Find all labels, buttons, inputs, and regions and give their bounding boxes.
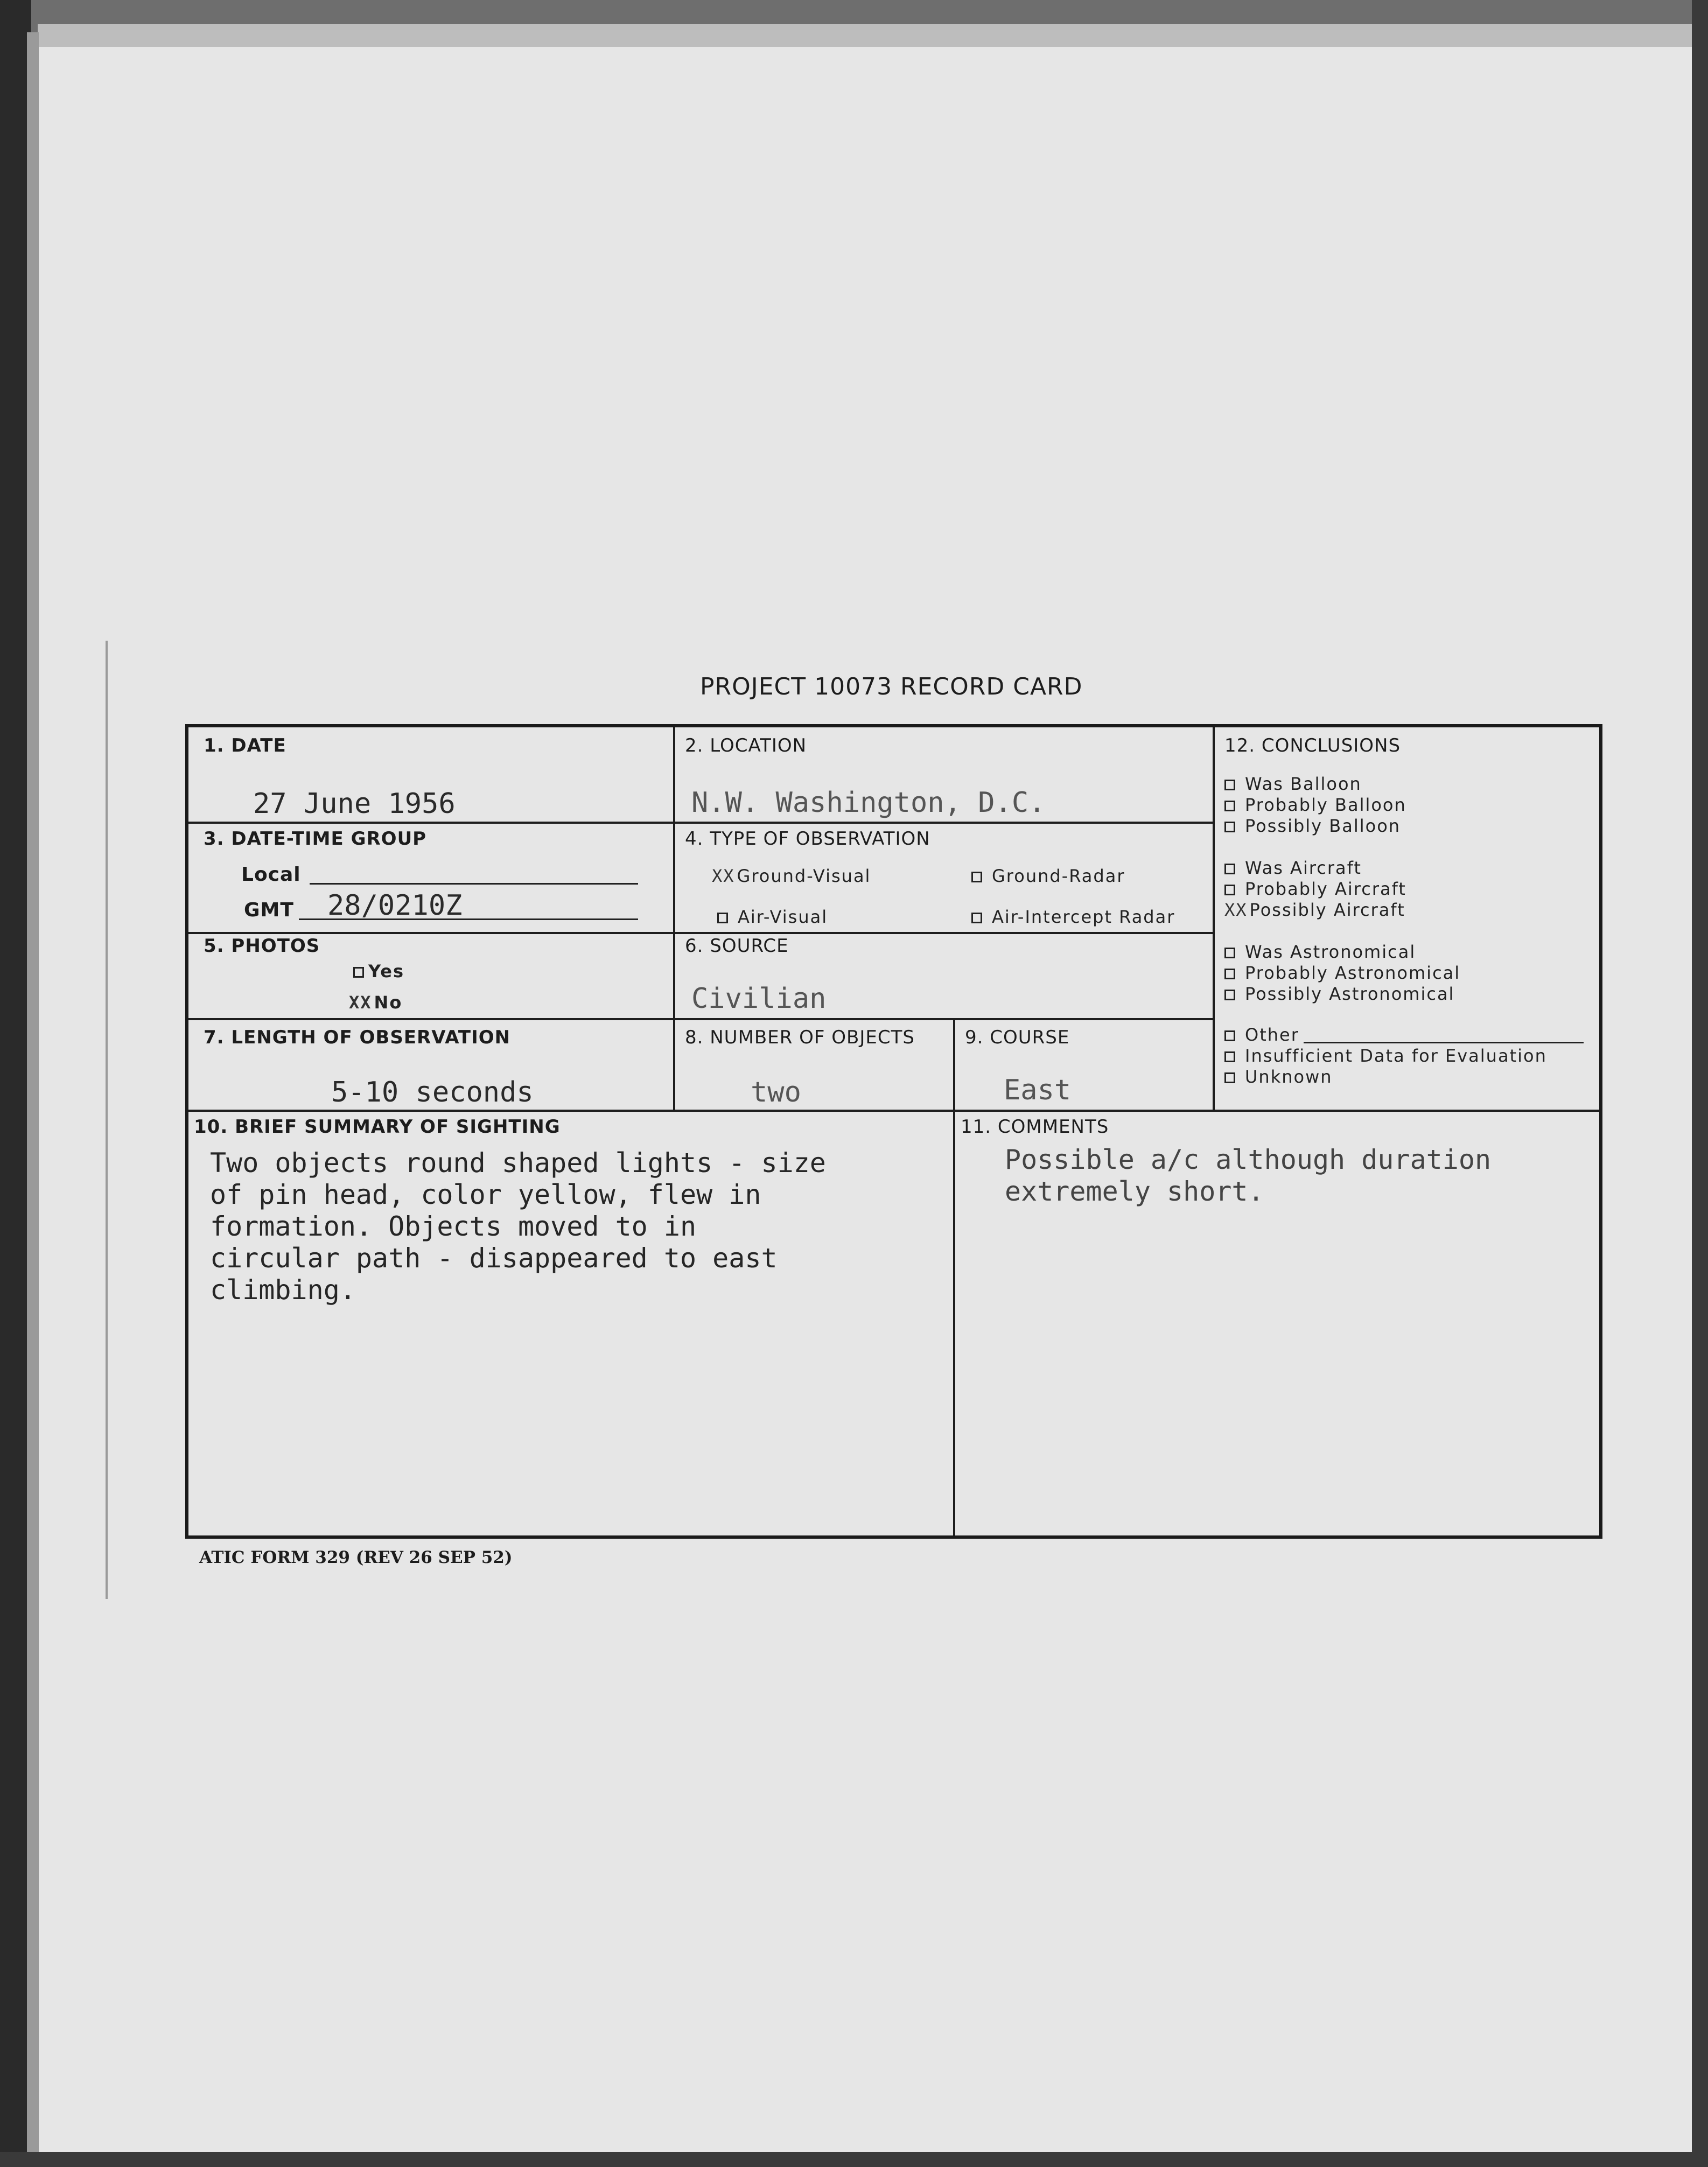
local-label: Local <box>241 864 301 886</box>
possibly-balloon-label: Possibly Balloon <box>1245 816 1401 836</box>
record-card <box>185 724 1602 1539</box>
summary-cell <box>188 1110 953 1535</box>
film-edge-left-inner <box>27 32 39 2159</box>
ground-radar-label: Ground-Radar <box>992 866 1125 886</box>
course-cell <box>953 1018 1213 1110</box>
photos-yes-label: Yes <box>368 961 404 981</box>
was-aircraft-checkbox[interactable] <box>1224 864 1235 874</box>
air-intercept-radar-label: Air-Intercept Radar <box>992 907 1175 927</box>
other-checkbox[interactable] <box>1224 1030 1235 1041</box>
probably-astronomical-checkbox[interactable] <box>1224 969 1235 979</box>
number-of-objects-cell <box>673 1018 953 1110</box>
possibly-astronomical-option[interactable] <box>1224 984 1454 1004</box>
form-footer: ATIC FORM 329 (REV 26 SEP 52) <box>199 1548 513 1567</box>
location-label: 2. LOCATION <box>685 735 807 756</box>
comments-line: Possible a/c although duration <box>1005 1144 1492 1175</box>
was-aircraft-label: Was Aircraft <box>1245 858 1362 878</box>
ground-visual-label: Ground-Visual <box>737 866 871 886</box>
course-label: 9. COURSE <box>965 1027 1070 1048</box>
ground-radar-option[interactable] <box>971 866 1125 886</box>
unknown-checkbox[interactable] <box>1224 1072 1235 1083</box>
scan-line-artifact <box>106 641 108 1599</box>
length-label: 7. LENGTH OF OBSERVATION <box>204 1027 511 1048</box>
photos-no-option[interactable] <box>349 992 402 1013</box>
comments-line: extremely short. <box>1005 1176 1264 1207</box>
was-astronomical-label: Was Astronomical <box>1245 942 1416 962</box>
photos-no-label: No <box>374 992 403 1013</box>
date-value: 27 June 1956 <box>253 788 456 820</box>
photos-yes-option[interactable] <box>353 961 404 981</box>
ground-radar-checkbox[interactable] <box>971 872 982 882</box>
conclusions-cell <box>1213 727 1599 1110</box>
summary-label: 10. BRIEF SUMMARY OF SIGHTING <box>194 1116 561 1138</box>
summary-line: of pin head, color yellow, flew in <box>210 1179 761 1210</box>
was-astronomical-checkbox[interactable] <box>1224 948 1235 958</box>
course-value: East <box>1004 1074 1072 1106</box>
date-label: 1. DATE <box>204 735 286 756</box>
film-edge-right <box>1692 0 1708 2167</box>
date-cell <box>188 727 673 822</box>
comments-cell <box>953 1110 1599 1535</box>
ground-visual-checkmark: XX <box>712 866 735 886</box>
source-value: Civilian <box>691 983 827 1015</box>
probably-balloon-option[interactable] <box>1224 795 1406 815</box>
possibly-aircraft-option[interactable] <box>1224 900 1405 920</box>
location-cell <box>673 727 1213 822</box>
air-visual-label: Air-Visual <box>738 907 828 927</box>
summary-line: circular path - disappeared to east <box>210 1243 778 1274</box>
probably-balloon-label: Probably Balloon <box>1245 795 1406 815</box>
other-option[interactable] <box>1224 1025 1299 1045</box>
film-edge-top-inner <box>38 24 1707 47</box>
possibly-astronomical-checkbox[interactable] <box>1224 990 1235 1000</box>
length-cell <box>188 1018 673 1110</box>
was-balloon-checkbox[interactable] <box>1224 780 1235 790</box>
summary-line: formation. Objects moved to in <box>210 1211 697 1242</box>
was-astronomical-option[interactable] <box>1224 942 1416 962</box>
unknown-label: Unknown <box>1245 1067 1333 1087</box>
gmt-label: GMT <box>244 899 294 921</box>
photos-no-checkmark: XX <box>349 992 372 1013</box>
air-intercept-radar-checkbox[interactable] <box>971 913 982 923</box>
probably-balloon-checkbox[interactable] <box>1224 801 1235 811</box>
observation-type-label: 4. TYPE OF OBSERVATION <box>685 828 930 850</box>
comments-label: 11. COMMENTS <box>961 1116 1109 1138</box>
possibly-balloon-option[interactable] <box>1224 816 1401 836</box>
air-intercept-radar-option[interactable] <box>971 907 1175 927</box>
source-label: 6. SOURCE <box>685 935 789 957</box>
summary-line: Two objects round shaped lights - size <box>210 1147 826 1179</box>
observation-type-cell <box>673 822 1213 932</box>
other-label: Other <box>1245 1025 1299 1045</box>
photos-cell <box>188 932 673 1018</box>
card-title: PROJECT 10073 RECORD CARD <box>700 673 1083 700</box>
location-value: N.W. Washington, D.C. <box>691 787 1046 819</box>
ground-visual-option[interactable] <box>712 866 871 886</box>
air-visual-option[interactable] <box>717 907 828 927</box>
unknown-option[interactable] <box>1224 1067 1333 1087</box>
possibly-aircraft-label: Possibly Aircraft <box>1249 900 1405 920</box>
probably-astronomical-option[interactable] <box>1224 963 1460 983</box>
conclusions-label: 12. CONCLUSIONS <box>1224 735 1401 756</box>
was-balloon-option[interactable] <box>1224 774 1362 794</box>
probably-aircraft-label: Probably Aircraft <box>1245 879 1406 899</box>
gmt-value: 28/0210Z <box>327 889 463 922</box>
number-of-objects-value: two <box>751 1076 801 1109</box>
film-edge-bottom <box>0 2152 1708 2167</box>
local-line <box>310 883 638 885</box>
number-of-objects-label: 8. NUMBER OF OBJECTS <box>685 1027 915 1048</box>
possibly-astronomical-label: Possibly Astronomical <box>1245 984 1455 1004</box>
summary-text <box>210 1147 826 1306</box>
possibly-balloon-checkbox[interactable] <box>1224 822 1235 832</box>
length-value: 5-10 seconds <box>331 1076 534 1109</box>
probably-aircraft-option[interactable] <box>1224 879 1406 899</box>
source-cell <box>673 932 1213 1018</box>
was-aircraft-option[interactable] <box>1224 858 1362 878</box>
other-line <box>1304 1042 1584 1043</box>
comments-text <box>1005 1144 1491 1208</box>
insufficient-data-option[interactable] <box>1224 1046 1547 1066</box>
probably-aircraft-checkbox[interactable] <box>1224 885 1235 895</box>
photos-yes-checkbox[interactable] <box>353 967 364 978</box>
insufficient-data-label: Insufficient Data for Evaluation <box>1245 1046 1547 1066</box>
air-visual-checkbox[interactable] <box>717 913 728 923</box>
photos-label: 5. PHOTOS <box>204 935 320 957</box>
possibly-aircraft-checkmark: XX <box>1224 900 1248 920</box>
summary-line: climbing. <box>210 1274 356 1306</box>
date-time-group-label: 3. DATE-TIME GROUP <box>204 828 427 850</box>
probably-astronomical-label: Probably Astronomical <box>1245 963 1461 983</box>
insufficient-data-checkbox[interactable] <box>1224 1051 1235 1062</box>
was-balloon-label: Was Balloon <box>1245 774 1362 794</box>
date-time-group-cell <box>188 822 673 932</box>
